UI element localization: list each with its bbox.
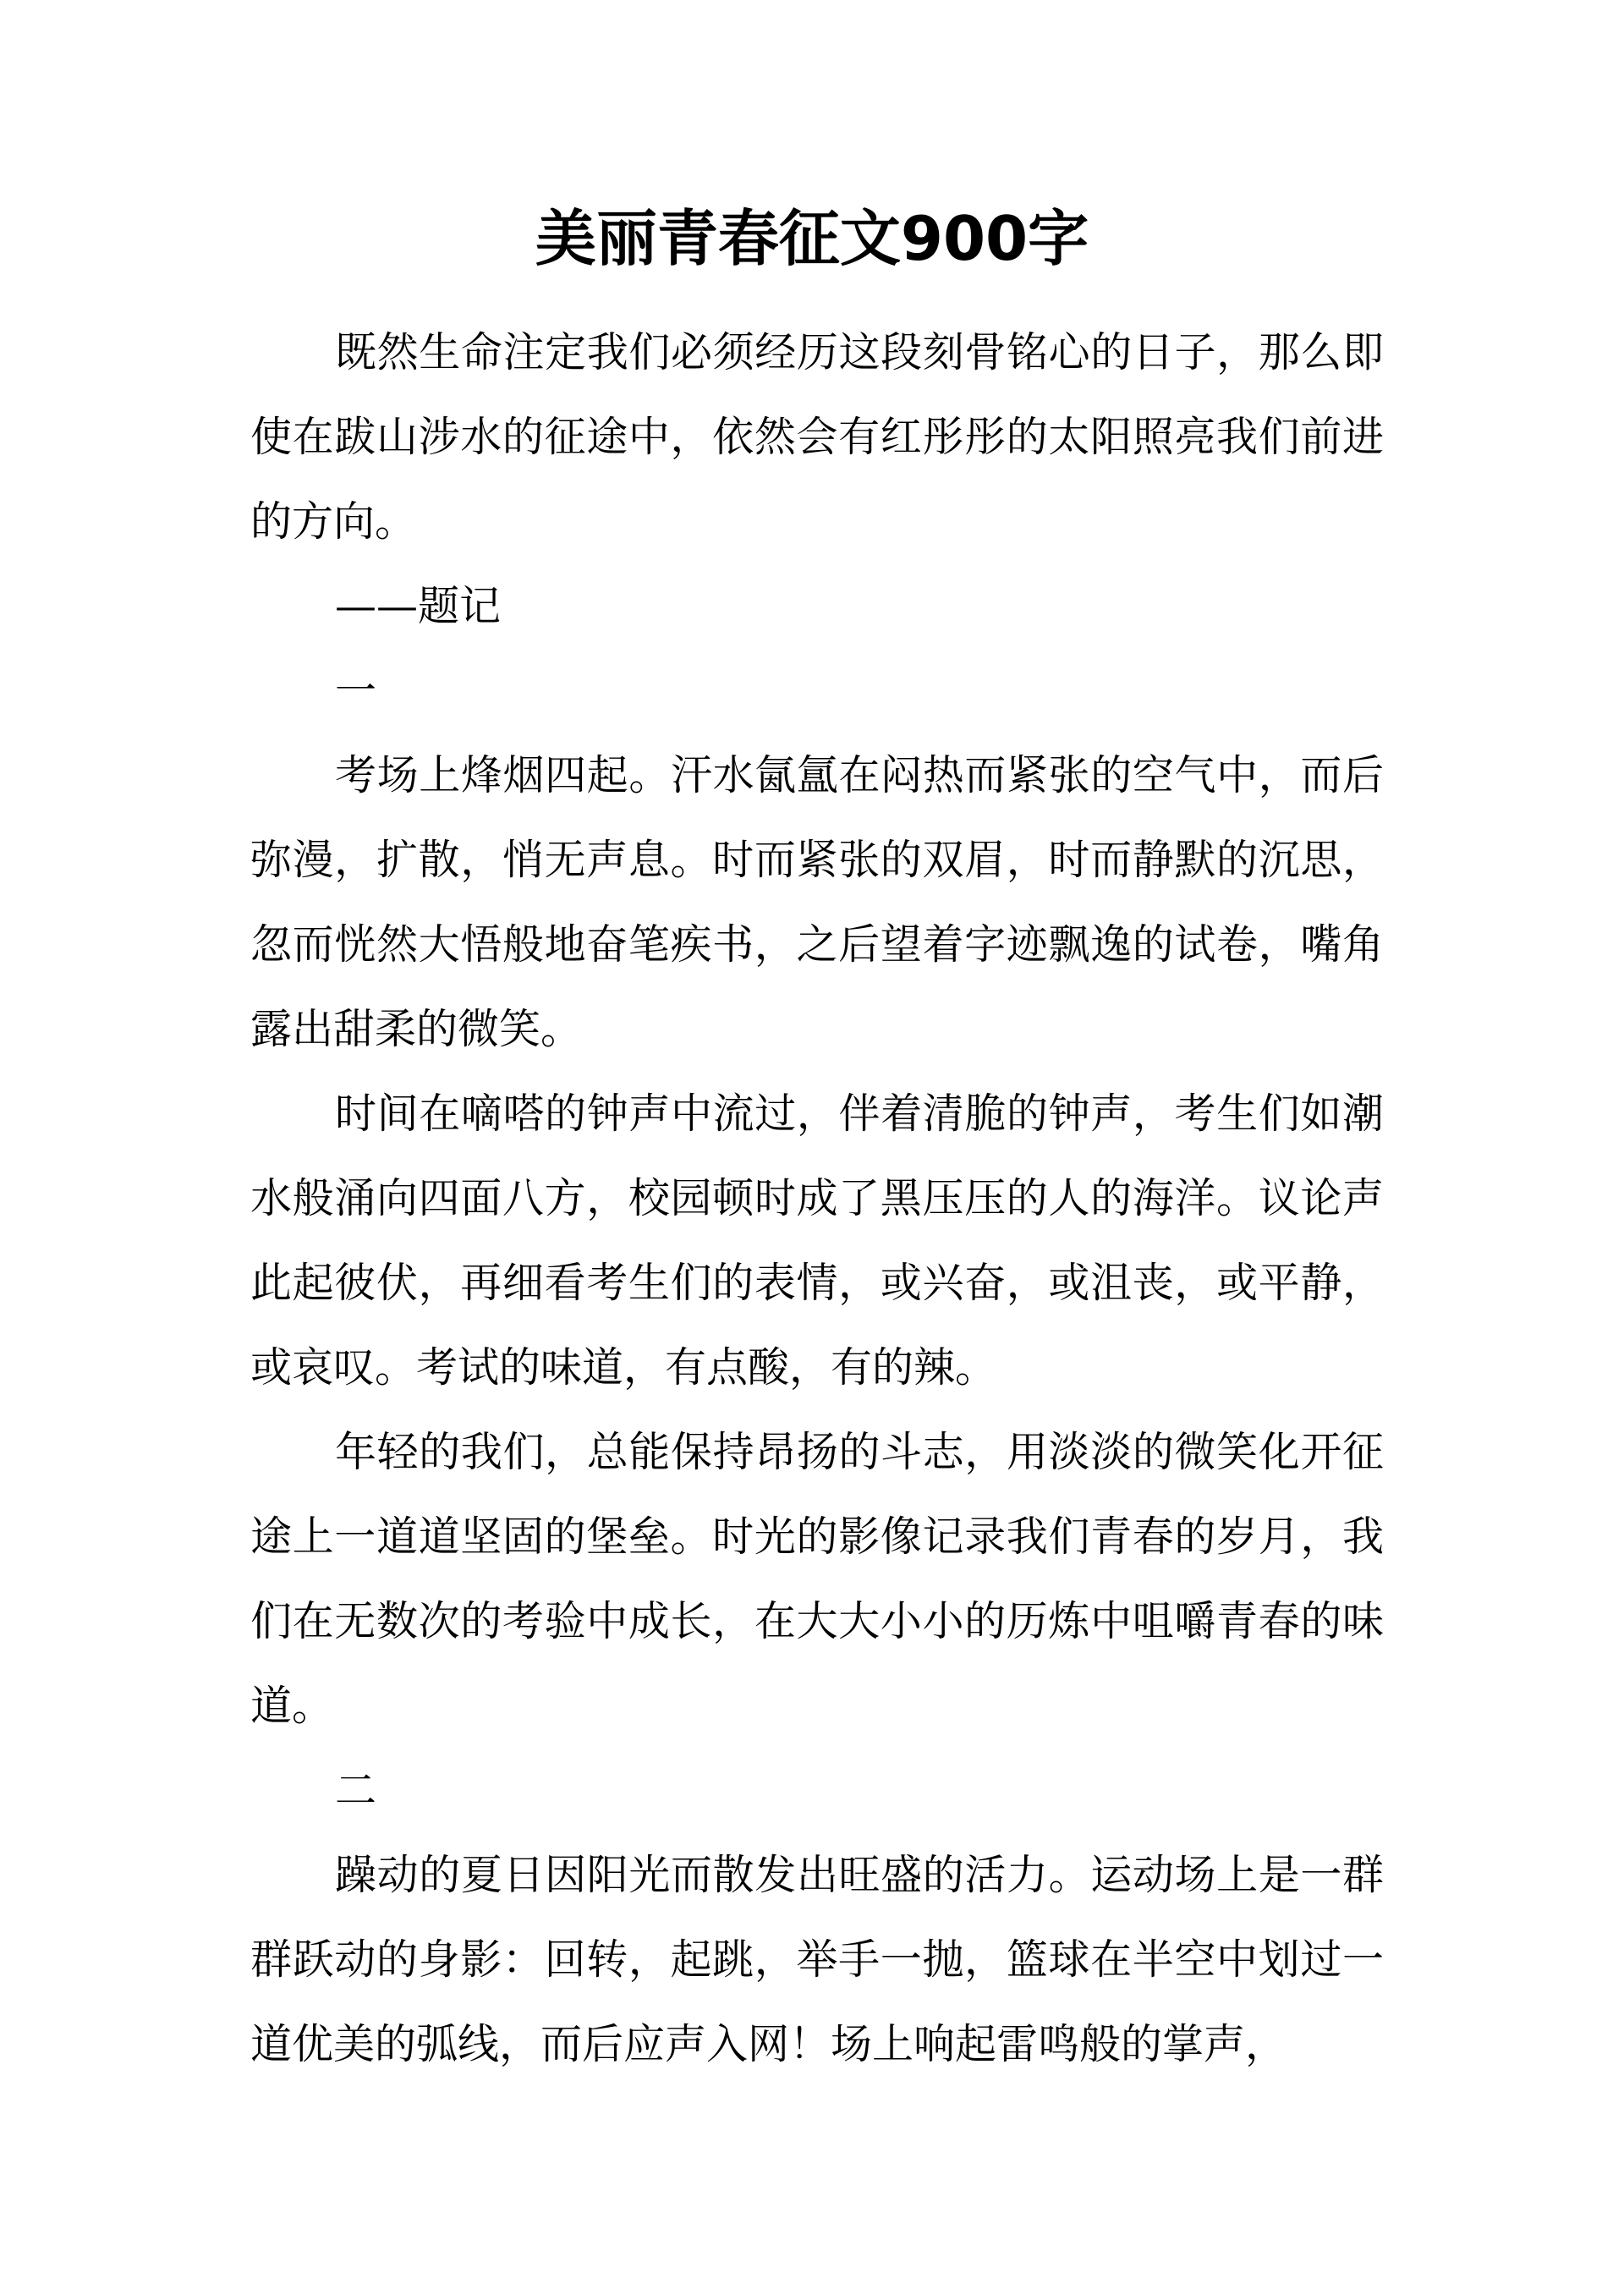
paragraph: 时间在嘀嗒的钟声中流过，伴着清脆的钟声，考生们如潮水般涌向四面八方，校园顿时成了黑压压的人的海洋。议论声此起彼伏，再细看考生们的表情，或兴奋，或沮丧，或平静，或哀叹。考试的味道，有点酸，有的辣。 — [250, 1090, 1384, 1392]
paragraph-epigraph-attribution: ——题记 — [335, 582, 502, 630]
paragraph: 躁动的夏日因阳光而散发出旺盛的活力。运动场上是一群群跃动的身影：回转，起跳，举手一抛，篮球在半空中划过一道优美的弧线，而后应声入网！场上响起雷鸣般的掌声， — [250, 1851, 1384, 2068]
document-body — [250, 310, 1384, 2087]
document-title: 美丽青春征文900字 — [535, 203, 1089, 274]
paragraph: 考场上烽烟四起。汗水氤氲在闷热而紧张的空气中，而后弥漫，扩散，悄无声息。时而紧张的双眉，时而静默的沉思，忽而恍然大悟般地奋笔疾书，之后望着字迹飘逸的试卷，嘴角露出甜柔的微笑。 — [250, 751, 1384, 1053]
paragraph-epigraph: 既然生命注定我们必须经历这段刻骨铭心的日子，那么即使在跋山涉水的征途中，依然会有红彤彤的太阳照亮我们前进的方向。 — [250, 328, 1384, 546]
section-heading-two: 二 — [335, 1766, 377, 1815]
section-heading-one: 一 — [335, 667, 377, 715]
paragraph: 年轻的我们，总能保持昂扬的斗志，用淡淡的微笑化开征途上一道道坚固的堡垒。时光的影像记录我们青春的岁月，我们在无数次的考验中成长，在大大小小的历炼中咀嚼青春的味道。 — [250, 1428, 1384, 1730]
